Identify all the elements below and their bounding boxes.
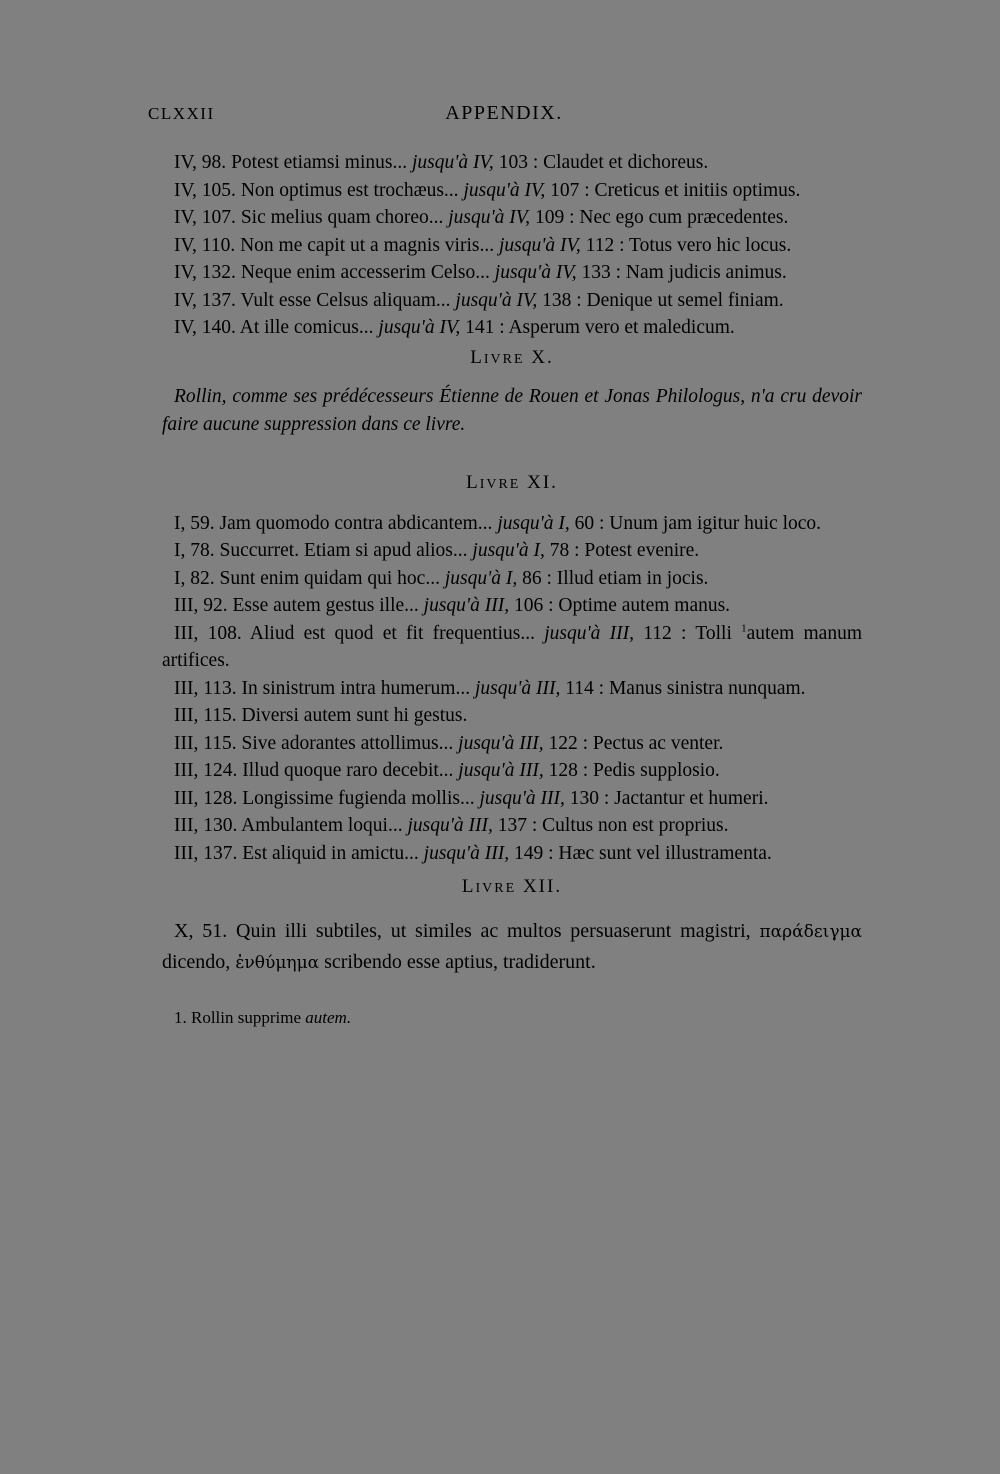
entry-ref: III, 92.	[174, 595, 228, 616]
entry-end: 103 : Claudet et dichoreus.	[498, 152, 709, 173]
entry-text: Sic melius quam choreo...	[240, 207, 444, 228]
entry-ref: I, 82.	[174, 567, 215, 589]
heading-cap: L	[466, 471, 480, 493]
page-body	[162, 149, 862, 1028]
entry-text: Non optimus est trochæus...	[240, 179, 459, 201]
list-item	[162, 730, 862, 758]
entry-text: Potest etiamsi minus...	[231, 152, 408, 173]
entry-end: 109 : Nec ego cum præcedentes.	[534, 207, 789, 228]
entry-text: Non me capit ut a magnis viris...	[240, 234, 495, 256]
entry-ref: III, 124.	[174, 760, 238, 781]
list-item	[162, 812, 862, 840]
entry-end: 149 : Hæc sunt vel illustramenta.	[513, 842, 772, 864]
list-item	[162, 565, 862, 593]
footnote-marker: 1	[741, 622, 747, 634]
entry-ref: I, 59.	[174, 512, 215, 534]
entry-text: Jam quomodo contra abdicantem...	[219, 512, 493, 534]
list-item	[162, 232, 862, 260]
entry-text: Est aliquid in amictu...	[242, 842, 419, 864]
heading-number: XII.	[522, 876, 563, 897]
section-heading-livre-xii	[162, 873, 862, 902]
entry-jusqu: jusqu'à IV,	[463, 179, 546, 201]
heading-smallcaps: IVRE	[483, 351, 525, 367]
book10-tail-list	[162, 149, 862, 342]
list-item	[162, 149, 862, 177]
entry-ref: I, 78.	[174, 540, 215, 561]
list-item	[162, 287, 862, 315]
entry-text: Esse autem gestus ille...	[232, 595, 419, 616]
entry-text: Sive adorantes attollimus...	[241, 732, 454, 754]
list-item	[162, 675, 862, 703]
entry-ref: IV, 140.	[174, 317, 236, 338]
section-heading-livre-x	[162, 344, 862, 373]
entry-ref: IV, 105.	[174, 179, 236, 201]
entry-jusqu: jusqu'à III,	[474, 677, 561, 699]
entry-jusqu: jusqu'à IV,	[448, 207, 531, 228]
entry-jusqu: jusqu'à I,	[472, 540, 545, 561]
entry-text: Succurret. Etiam si apud alios...	[219, 540, 468, 561]
heading-smallcaps: IVRE	[475, 881, 517, 896]
entry-end: 141 : Asperum vero et maledicum.	[465, 317, 735, 338]
entry-text: Longissime fugienda mollis...	[242, 787, 475, 809]
entry-jusqu: jusqu'à III,	[479, 787, 565, 809]
entry-text: scribendo esse aptius, tradiderunt.	[324, 951, 596, 973]
list-item	[162, 620, 862, 675]
livre-xi-list	[162, 510, 862, 868]
entry-text: Diversi autem sunt hi gestus.	[241, 705, 468, 726]
entry-end: 78 : Potest evenire.	[549, 540, 700, 561]
entry-jusqu: jusqu'à IV,	[494, 262, 577, 283]
entry-ref: III, 115.	[174, 705, 237, 726]
entry-end: 138 : Denique ut semel finiam.	[542, 289, 784, 311]
entry-jusqu: jusqu'à I,	[444, 567, 518, 589]
entry-jusqu: jusqu'à III,	[544, 622, 634, 644]
list-item	[162, 702, 862, 730]
entry-text: In sinistrum intra humerum...	[241, 677, 471, 699]
heading-smallcaps: IVRE	[479, 476, 521, 492]
list-item	[162, 314, 862, 342]
list-item	[162, 840, 862, 868]
entry-ref: III, 128.	[174, 787, 238, 809]
entry-ref: IV, 107.	[174, 207, 236, 228]
entry-jusqu: jusqu'à I,	[497, 512, 570, 534]
heading-number: X.	[531, 346, 554, 368]
entry-end: 122 : Pectus ac venter.	[548, 732, 724, 754]
entry-end-cont: autem manum artifices.	[162, 622, 863, 671]
greek-word: παράδειγμα	[759, 922, 863, 942]
entry-ref: III, 115.	[174, 732, 237, 754]
entry-ref: IV, 132.	[174, 262, 236, 283]
entry-jusqu: jusqu'à IV,	[378, 317, 461, 338]
footnote-word: autem.	[305, 1008, 352, 1027]
entry-end: 106 : Optime autem manus.	[513, 595, 731, 616]
footnote	[162, 1008, 862, 1028]
footnote-number: 1.	[174, 1008, 187, 1027]
entry-end: 130 : Jactantur et humeri.	[569, 787, 769, 809]
page-header	[148, 104, 860, 134]
heading-cap: L	[461, 876, 476, 897]
entry-end: 107 : Creticus et initiis optimus.	[550, 179, 801, 201]
entry-ref: IV, 98.	[174, 152, 227, 173]
entry-end: 86 : Illud etiam in jocis.	[522, 567, 709, 589]
footnote-text: Rollin supprime	[191, 1008, 302, 1027]
entry-text: Neque enim accesserim Celso...	[240, 262, 490, 283]
entry-end: 112 : Totus vero hic locus.	[585, 234, 792, 256]
entry-end: 128 : Pedis supplosio.	[548, 760, 720, 781]
list-item	[162, 757, 862, 785]
entry-text: dicendo,	[162, 951, 231, 973]
entry-jusqu: jusqu'à III,	[458, 760, 544, 781]
entry-ref: X, 51.	[174, 920, 228, 942]
heading-number: XI.	[527, 471, 558, 493]
entry-end: 137 : Cultus non est proprius.	[497, 815, 729, 836]
entry-end: 112 : Tolli	[643, 622, 732, 644]
folio-number: CLXXII	[148, 104, 215, 123]
entry-ref: III, 113.	[174, 677, 237, 699]
entry-end: 114 : Manus sinistra nunquam.	[565, 677, 806, 699]
entry-ref: III, 130.	[174, 815, 238, 836]
list-item	[162, 204, 862, 232]
list-item	[162, 177, 862, 205]
entry-end: 133 : Nam judicis animus.	[581, 262, 787, 283]
entry-jusqu: jusqu'à IV,	[411, 152, 494, 173]
running-title: APPENDIX.	[445, 102, 563, 124]
entry-ref: III, 108.	[174, 622, 242, 644]
list-item	[162, 537, 862, 565]
entry-ref: IV, 110.	[174, 234, 236, 256]
entry-jusqu: jusqu'à IV,	[455, 289, 538, 311]
entry-jusqu: jusqu'à III,	[407, 815, 493, 836]
entry-text: Sunt enim quidam qui hoc...	[219, 567, 440, 589]
entry-jusqu: jusqu'à IV,	[498, 234, 581, 256]
entry-end: 60 : Unum jam igitur huic loco.	[574, 512, 822, 534]
entry-text: Aliud est quod et fit frequentius...	[249, 622, 535, 644]
entry-jusqu: jusqu'à III,	[458, 732, 544, 754]
entry-text: Illud quoque raro decebit...	[242, 760, 454, 781]
heading-cap: L	[470, 346, 484, 368]
list-item	[162, 785, 862, 813]
entry-jusqu: jusqu'à III,	[423, 842, 510, 864]
list-item	[162, 592, 862, 620]
entry-text: Vult esse Celsus aliquam...	[240, 289, 451, 311]
entry-jusqu: jusqu'à III,	[423, 595, 510, 616]
livre-x-note: Rollin, comme ses prédécesseurs Étienne de Rouen et Jonas Philologus, n'a cru devoir faire aucune suppression dans ce livre.	[162, 385, 862, 435]
greek-word: ἐνθύμημα	[235, 953, 320, 973]
list-item	[162, 510, 862, 538]
section-heading-livre-xi	[162, 469, 862, 498]
entry-ref: III, 137.	[174, 842, 238, 864]
entry-text: Ambulantem loqui...	[241, 815, 403, 836]
entry-ref: IV, 137.	[174, 289, 236, 311]
entry-text: At ille comicus...	[239, 317, 374, 338]
entry-text: Quin illi subtiles, ut similes ac multos persuaserunt magistri,	[236, 920, 751, 942]
livre-xii-entry	[162, 916, 862, 978]
list-item	[162, 259, 862, 287]
